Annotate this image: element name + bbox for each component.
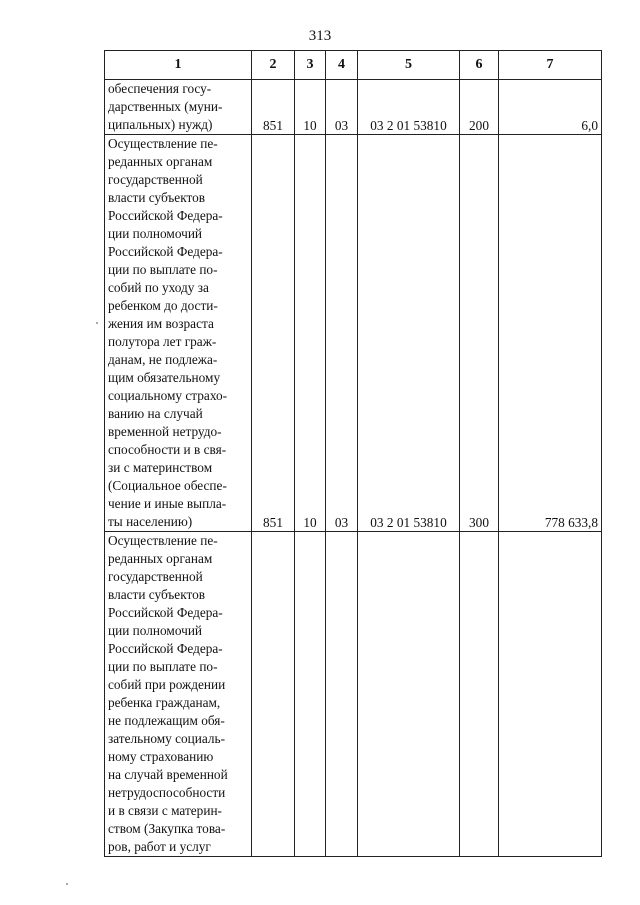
header-col-1: 1 xyxy=(105,51,252,80)
table-row xyxy=(105,80,602,135)
description-line: не подлежащим обя- xyxy=(108,713,225,728)
description-line: на случай временной xyxy=(108,767,228,782)
row-section-code xyxy=(295,532,326,857)
description-line: ции по выплате по- xyxy=(108,262,218,277)
description-line: ции полномочий xyxy=(108,226,203,241)
description-line: ством (Закупка това- xyxy=(108,821,226,836)
description-line: ции полномочий xyxy=(108,623,203,638)
header-col-5: 5 xyxy=(358,51,460,80)
row-target-code: 03 2 01 53810 xyxy=(358,80,460,135)
description-line: Российской Федера- xyxy=(108,244,223,259)
row-section-code: 10 xyxy=(295,135,326,532)
description-line: ции по выплате по- xyxy=(108,659,218,674)
description-line: ному страхованию xyxy=(108,749,214,764)
header-col-2: 2 xyxy=(252,51,295,80)
description-line: обеспечения госу- xyxy=(108,81,212,96)
description-line: социальному страхо- xyxy=(108,388,228,403)
description-line: зи с материнством xyxy=(108,460,213,475)
description-line: Российской Федера- xyxy=(108,641,223,656)
row-target-code: 03 2 01 53810 xyxy=(358,135,460,532)
row-target-code xyxy=(358,532,460,857)
description-line: способности и в свя- xyxy=(108,442,227,457)
description-line: ребенком до дости- xyxy=(108,298,218,313)
description-line: Осуществление пе- xyxy=(108,533,218,548)
header-col-6: 6 xyxy=(460,51,499,80)
page-number: 313 xyxy=(308,28,332,44)
row-amount: 778 633,8 xyxy=(499,135,602,532)
description-line: власти субъектов xyxy=(108,190,206,205)
description-line: чение и иные выпла- xyxy=(108,496,227,511)
row-description xyxy=(105,135,252,532)
header-col-7: 7 xyxy=(499,51,602,80)
description-line: данам, не подлежа- xyxy=(108,352,218,367)
description-line: зательному социаль- xyxy=(108,731,226,746)
row-subsection-code: 03 xyxy=(326,80,358,135)
description-line: полутора лет граж- xyxy=(108,334,217,349)
row-section-code: 10 xyxy=(295,80,326,135)
description-line: нетрудоспособности xyxy=(108,785,226,800)
description-line: ров, работ и услуг xyxy=(108,839,211,854)
description-line: государственной xyxy=(108,172,203,187)
description-line: щим обязательному xyxy=(108,370,221,385)
header-col-4: 4 xyxy=(326,51,358,80)
row-expense-type xyxy=(460,532,499,857)
row-ministry-code: 851 xyxy=(252,80,295,135)
row-description xyxy=(105,532,252,857)
row-expense-type: 300 xyxy=(460,135,499,532)
description-line: временной нетрудо- xyxy=(108,424,222,439)
table-header-row xyxy=(105,51,602,80)
description-line: Осуществление пе- xyxy=(108,136,218,151)
description-line: дарственных (муни- xyxy=(108,99,223,114)
row-ministry-code: 851 xyxy=(252,135,295,532)
header-col-3: 3 xyxy=(295,51,326,80)
description-line: Российской Федера- xyxy=(108,208,223,223)
row-ministry-code xyxy=(252,532,295,857)
description-line: и в связи с материн- xyxy=(108,803,222,818)
description-line: реданных органам xyxy=(108,154,213,169)
scan-mark xyxy=(96,322,98,324)
description-line: жения им возраста xyxy=(108,316,214,331)
description-line: ванию на случай xyxy=(108,406,203,421)
description-line: ты населению) xyxy=(108,514,193,529)
description-line: власти субъектов xyxy=(108,587,206,602)
row-expense-type: 200 xyxy=(460,80,499,135)
description-line: реданных органам xyxy=(108,551,213,566)
description-line: собий по уходу за xyxy=(108,280,209,295)
description-line: ципальных) нужд) xyxy=(108,117,213,132)
description-line: (Социальное обеспе- xyxy=(108,478,227,493)
row-subsection-code: 03 xyxy=(326,135,358,532)
description-line: собий при рождении xyxy=(108,677,226,692)
description-line: государственной xyxy=(108,569,203,584)
scan-mark xyxy=(66,883,68,885)
description-line: ребенка гражданам, xyxy=(108,695,221,710)
table-row xyxy=(105,135,602,532)
budget-table xyxy=(104,50,602,857)
row-amount: 6,0 xyxy=(499,80,602,135)
row-description xyxy=(105,80,252,135)
row-subsection-code xyxy=(326,532,358,857)
description-line: Российской Федера- xyxy=(108,605,223,620)
row-amount xyxy=(499,532,602,857)
table-row xyxy=(105,532,602,857)
